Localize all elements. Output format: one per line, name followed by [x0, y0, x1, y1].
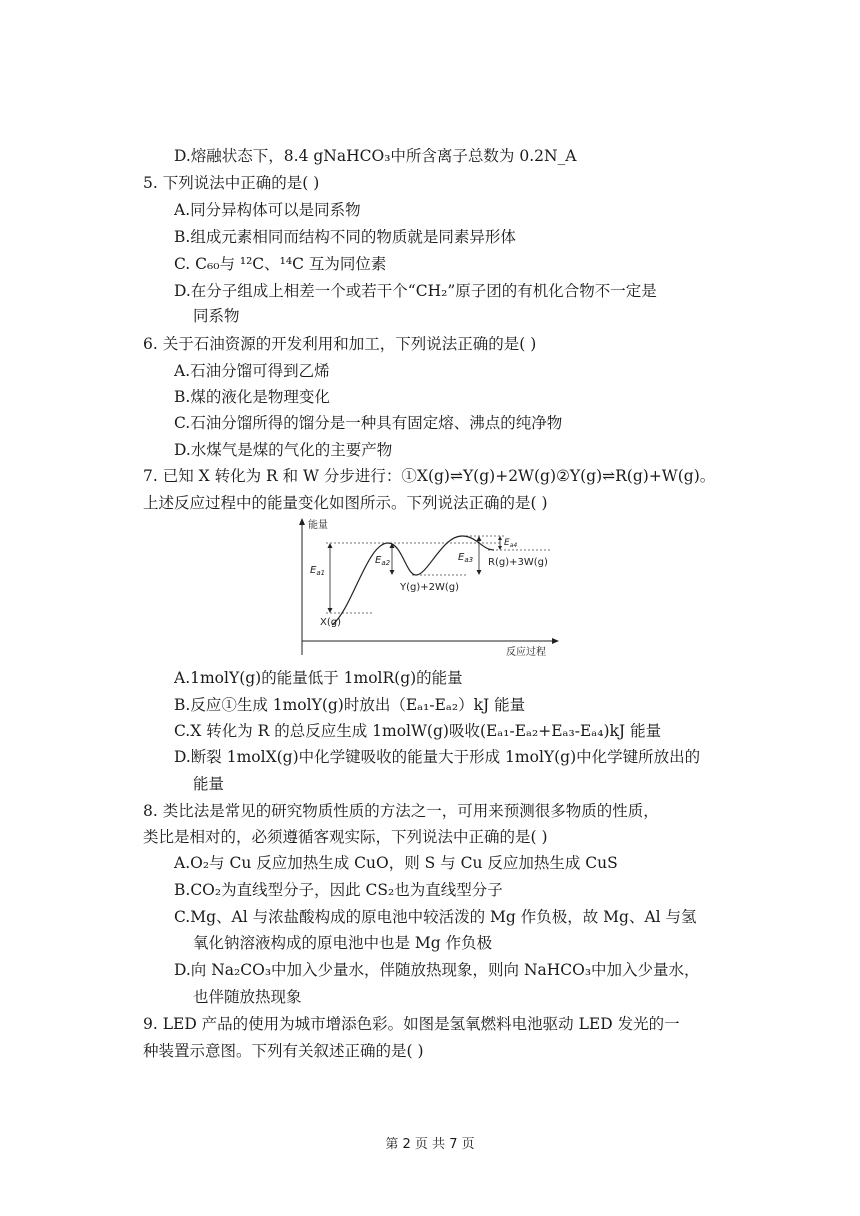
q5-option-d-line2: 同系物: [193, 307, 240, 325]
q6-option-a: A.石油分馏可得到乙烯: [174, 362, 330, 380]
q8-stem-line2: 类比是相对的，必须遵循客观实际，下列说法中正确的是( ): [143, 828, 548, 846]
q9-stem-line2: 种装置示意图。下列有关叙述正确的是( ): [143, 1042, 424, 1060]
page-footer: 第 2 页 共 7 页: [385, 1137, 475, 1152]
y-axis-label: 能量: [308, 520, 328, 531]
x-species-label: X(g): [320, 617, 342, 628]
x-axis-label: 反应过程: [506, 647, 546, 658]
q5-option-a: A.同分异构体可以是同系物: [174, 201, 361, 219]
q5-option-d-line1: D.在分子组成上相差一个或若干个“CH₂”原子团的有机化合物不一定是: [174, 282, 657, 300]
q5-option-b: B.组成元素相同而结构不同的物质就是同素异形体: [174, 228, 516, 246]
q8-stem-line1: 8. 类比法是常见的研究物质性质的方法之一，可用来预测很多物质的性质，: [143, 802, 659, 820]
q7-option-b: B.反应①生成 1molY(g)时放出（Eₐ₁-Eₐ₂）kJ 能量: [174, 696, 526, 714]
q4-option-d: D.熔融状态下，8.4 gNaHCO₃中所含离子总数为 0.2N_A: [174, 147, 577, 165]
ea3-label: $E_{a3}$: [458, 552, 474, 564]
q8-option-a: A.O₂与 Cu 反应加热生成 CuO，则 S 与 Cu 反应加热生成 CuS: [174, 854, 618, 872]
q9-stem-line1: 9. LED 产品的使用为城市增添色彩。如图是氢氧燃料电池驱动 LED 发光的一: [143, 1015, 680, 1033]
q5-option-c: C. C₆₀与 ¹²C、¹⁴C 互为同位素: [174, 255, 387, 273]
q6-option-c: C.石油分馏所得的馏分是一种具有固定熔、沸点的纯净物: [174, 414, 563, 432]
q8-option-b: B.CO₂为直线型分子，因此 CS₂也为直线型分子: [174, 881, 503, 899]
q7-option-a: A.1molY(g)的能量低于 1molR(g)的能量: [174, 669, 463, 687]
y-species-label: Y(g)+2W(g): [400, 582, 460, 593]
q8-option-d-line1: D.向 Na₂CO₃中加入少量水，伴随放热现象，则向 NaHCO₃中加入少量水，: [174, 961, 700, 979]
q7-option-c: C.X 转化为 R 的总反应生成 1molW(g)吸收(Eₐ₁-Eₐ₂+Eₐ₃-Eₐ₄)kJ 能量: [174, 722, 662, 740]
q6-option-b: B.煤的液化是物理变化: [174, 388, 330, 406]
ea2-label: $E_{a2}$: [375, 555, 391, 567]
energy-profile-figure: [292, 515, 560, 661]
q7-stem-line2: 上述反应过程中的能量变化如图所示。下列说法正确的是( ): [143, 494, 548, 512]
r-species-label: R(g)+3W(g): [488, 557, 548, 568]
q8-option-d-line2: 也伴随放热现象: [193, 988, 302, 1006]
q5-stem: 5. 下列说法中正确的是( ): [143, 174, 320, 192]
ea1-label: $E_{a1}$: [310, 565, 326, 577]
q6-stem: 6. 关于石油资源的开发利用和加工，下列说法正确的是( ): [143, 335, 537, 353]
q7-option-d-line1: D.断裂 1molX(g)中化学键吸收的能量大于形成 1molY(g)中化学键所放出的: [174, 748, 701, 766]
q7-option-d-line2: 能量: [193, 775, 225, 793]
q6-option-d: D.水煤气是煤的气化的主要产物: [174, 441, 393, 459]
q7-stem-line1: 7. 已知 X 转化为 R 和 W 分步进行：①X(g)⇌Y(g)+2W(g)②Y(g)⇌R(g)+W(g)。: [143, 467, 716, 485]
q8-option-c-line1: C.Mg、Al 与浓盐酸构成的原电池中较活泼的 Mg 作负极，故 Mg、Al 与氢: [174, 908, 697, 926]
q8-option-c-line2: 氧化钠溶液构成的原电池中也是 Mg 作负极: [193, 934, 493, 952]
ea4-label: $E_{a4}$: [504, 538, 518, 549]
